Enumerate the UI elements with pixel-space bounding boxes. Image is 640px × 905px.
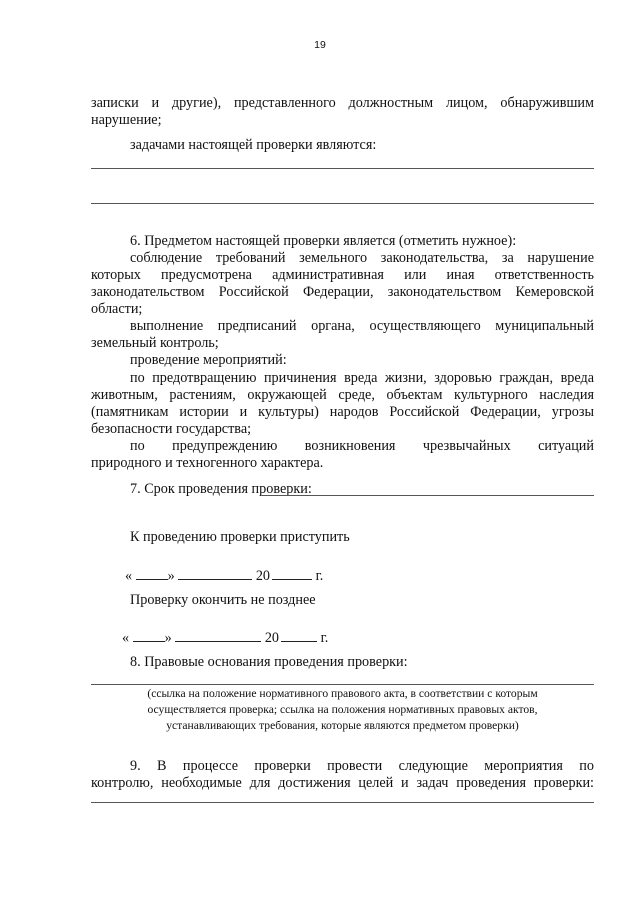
tasks-answer-line-1[interactable]: [91, 168, 594, 169]
start-day-field[interactable]: [136, 566, 168, 580]
end-year-suffix: г.: [320, 630, 329, 646]
subject-item-1-line-3: законодательством Российской Федерации, законодательством Кемеровской: [91, 284, 594, 300]
page-number: 19: [314, 39, 326, 51]
end-label: Проверку окончить не позднее: [130, 592, 316, 608]
start-year-field[interactable]: [272, 566, 312, 580]
end-date-close-quote: »: [164, 630, 172, 646]
subject-item-5-line-1: по предупреждению возникновения чрезвычайных ситуаций: [130, 438, 594, 454]
subject-item-5-line-2: природного и техногенного характера.: [91, 455, 324, 471]
end-month-field[interactable]: [175, 628, 261, 642]
intro-line-2: нарушение;: [91, 112, 162, 128]
start-date-open-quote: «: [125, 568, 133, 584]
subject-item-4-line-3: (памятникам истории и культуры) народов Российской Федерации, угрозы: [91, 404, 594, 420]
end-date-row: [122, 628, 328, 647]
start-year-suffix: г.: [315, 568, 324, 584]
section-7-label: 7. Срок проведения проверки:: [130, 481, 312, 497]
subject-item-2-line-1: выполнение предписаний органа, осуществляющего муниципальный: [130, 318, 594, 334]
subject-item-1-line-4: области;: [91, 301, 143, 317]
tasks-answer-line-2[interactable]: [91, 203, 594, 204]
legal-basis-line[interactable]: [91, 684, 594, 685]
section-9-line-2: контролю, необходимые для достижения целей и задач проведения проверки:: [91, 775, 594, 791]
end-year-field[interactable]: [281, 628, 317, 642]
subject-item-3: проведение мероприятий:: [130, 352, 287, 368]
start-date-close-quote: »: [167, 568, 175, 584]
section-6-heading: 6. Предметом настоящей проверки является (отметить нужное):: [130, 233, 517, 249]
start-label: К проведению проверки приступить: [130, 529, 350, 545]
subject-item-1-line-1: соблюдение требований земельного законодательства, за нарушение: [130, 250, 594, 266]
legal-basis-note-line-2: осуществляется проверка; ссылка на положения нормативных правовых актов,: [147, 703, 538, 716]
start-date-row: [125, 566, 323, 585]
end-year-prefix: 20: [264, 630, 280, 646]
intro-line-1: записки и другие), представленного должностным лицом, обнаружившим: [91, 95, 594, 111]
subject-item-4-line-4: безопасности государства;: [91, 421, 252, 437]
tasks-label: задачами настоящей проверки являются:: [130, 137, 377, 153]
start-year-prefix: 20: [255, 568, 271, 584]
legal-basis-note-line-3: устанавливающих требования, которые являются предметом проверки): [166, 719, 519, 732]
subject-item-4-line-1: по предотвращению причинения вреда жизни, здоровью граждан, вреда: [130, 370, 594, 386]
section-9-line-1: 9. В процессе проверки провести следующие мероприятия по: [130, 758, 594, 774]
check-period-line[interactable]: [262, 495, 594, 496]
end-day-field[interactable]: [133, 628, 165, 642]
start-month-field[interactable]: [178, 566, 252, 580]
end-date-open-quote: «: [122, 630, 130, 646]
subject-item-4-line-2: животным, растениям, окружающей среде, объектам культурного наследия: [91, 387, 594, 403]
section-8-label: 8. Правовые основания проведения проверки:: [130, 654, 408, 670]
subject-item-1-line-2: которых предусмотрена административная или иная ответственность: [91, 267, 594, 283]
legal-basis-note-line-1: (ссылка на положение нормативного правового акта, в соответствии с которым: [147, 687, 538, 700]
subject-item-2-line-2: земельный контроль;: [91, 335, 219, 351]
measures-answer-line[interactable]: [91, 802, 594, 803]
